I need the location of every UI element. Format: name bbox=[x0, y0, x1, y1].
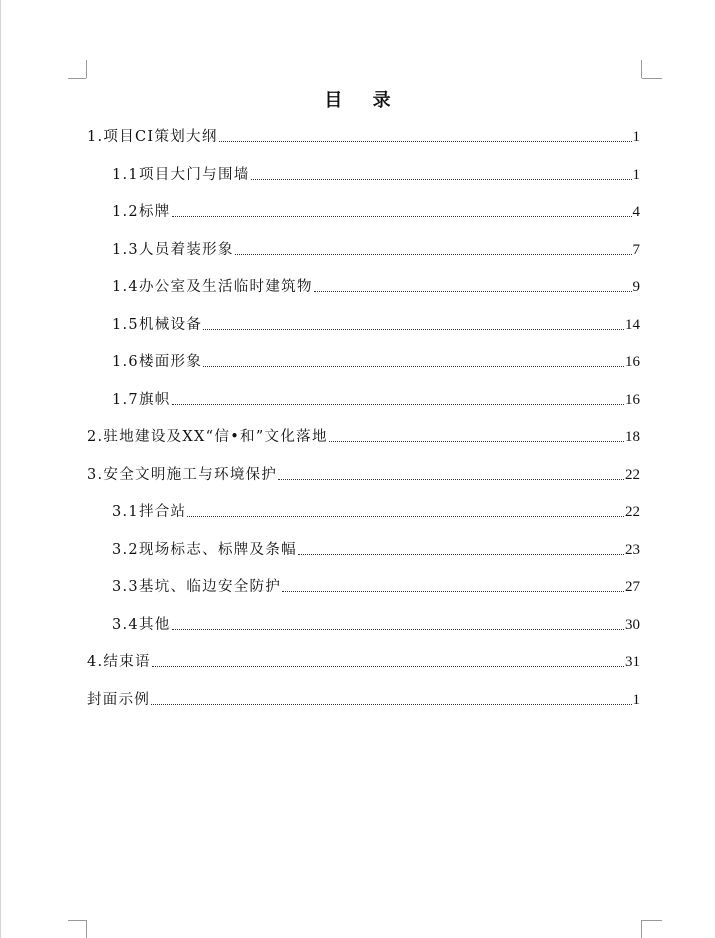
toc-entry[interactable] bbox=[112, 312, 640, 334]
toc-entry[interactable] bbox=[112, 537, 640, 559]
toc-entry-label: 1.5机械设备 bbox=[112, 316, 203, 333]
toc-entry-page: 1 bbox=[632, 691, 640, 708]
toc-entry-page: 16 bbox=[625, 391, 640, 408]
toc-dot-leader bbox=[151, 704, 631, 705]
toc-entry-label: 封面示例 bbox=[87, 691, 151, 708]
crop-mark-top-right bbox=[641, 60, 642, 78]
toc-entry-label: 1.1项目大门与围墙 bbox=[112, 166, 250, 183]
toc-dot-leader bbox=[203, 366, 624, 367]
toc-entry-page: 27 bbox=[625, 579, 640, 595]
toc-dot-leader bbox=[235, 254, 632, 255]
toc-entry-page: 9 bbox=[632, 279, 640, 295]
toc-entry[interactable] bbox=[112, 237, 640, 259]
toc-entry[interactable] bbox=[87, 687, 640, 709]
toc-dot-leader bbox=[298, 554, 624, 555]
toc-entry-label: 3.4其他 bbox=[112, 616, 171, 633]
toc-dot-leader bbox=[172, 404, 624, 405]
toc-entry-page: 4 bbox=[632, 204, 640, 220]
toc-entry-page: 1 bbox=[632, 129, 640, 145]
toc-entry[interactable] bbox=[112, 199, 640, 221]
toc-entry[interactable] bbox=[112, 274, 640, 296]
toc-entry-page: 18 bbox=[625, 429, 640, 445]
crop-mark-bottom-left bbox=[68, 920, 86, 921]
crop-mark-top-left bbox=[68, 78, 86, 79]
toc-dot-leader bbox=[187, 516, 624, 517]
toc-entry-label: 1.4办公室及生活临时建筑物 bbox=[112, 279, 313, 295]
toc-title: 目 录 bbox=[324, 90, 403, 111]
toc-dot-leader bbox=[278, 479, 624, 480]
toc-entry-label: 3.安全文明施工与环境保护 bbox=[87, 466, 278, 483]
toc-entry[interactable] bbox=[87, 649, 640, 671]
toc-dot-leader bbox=[172, 216, 632, 217]
crop-mark-bottom-left bbox=[86, 920, 87, 938]
toc-entry[interactable] bbox=[112, 499, 640, 521]
toc-entry-label: 3.2现场标志、标牌及条幅 bbox=[112, 541, 297, 558]
toc-entry-label: 1.项目CI策划大纲 bbox=[87, 129, 218, 145]
toc-dot-leader bbox=[314, 291, 632, 292]
crop-mark-top-left bbox=[86, 60, 87, 78]
toc-dot-leader bbox=[152, 666, 624, 667]
crop-mark-bottom-right bbox=[641, 920, 642, 938]
toc-entry-label: 1.3人员着装形象 bbox=[112, 241, 234, 258]
toc-dot-leader bbox=[282, 591, 624, 592]
toc-entry[interactable] bbox=[87, 424, 640, 446]
toc-entry-page: 22 bbox=[625, 466, 640, 483]
toc-dot-leader bbox=[172, 629, 624, 630]
crop-mark-bottom-right bbox=[642, 920, 662, 921]
toc-entry[interactable] bbox=[87, 462, 640, 484]
toc-entry-page: 14 bbox=[625, 316, 640, 333]
toc-entry-label: 3.3基坑、临边安全防护 bbox=[112, 579, 282, 595]
page-left-edge bbox=[0, 0, 1, 938]
toc-entry-page: 16 bbox=[625, 354, 640, 370]
toc-entry-page: 23 bbox=[625, 541, 640, 558]
toc-entry-page: 1 bbox=[632, 166, 640, 183]
toc-dot-leader bbox=[251, 179, 632, 180]
toc-entry-label: 4.结束语 bbox=[87, 654, 151, 670]
crop-mark-top-right bbox=[642, 78, 662, 79]
toc-entry-label: 3.1拌合站 bbox=[112, 504, 187, 520]
toc-entry-page: 22 bbox=[625, 504, 640, 520]
toc-entry[interactable] bbox=[112, 612, 640, 634]
toc-entry-label: 1.7旗帜 bbox=[112, 391, 171, 408]
toc-dot-leader bbox=[203, 329, 624, 330]
toc-entry[interactable] bbox=[112, 387, 640, 409]
toc-entry[interactable] bbox=[87, 124, 640, 146]
toc-entry[interactable] bbox=[112, 349, 640, 371]
toc-entry[interactable] bbox=[112, 162, 640, 184]
toc-entry-label: 1.6楼面形象 bbox=[112, 354, 203, 370]
toc-entry-page: 31 bbox=[625, 654, 640, 670]
toc-dot-leader bbox=[329, 441, 624, 442]
toc-entry-page: 30 bbox=[625, 616, 640, 633]
toc-entry-label: 2.驻地建设及XX“信•和”文化落地 bbox=[87, 429, 328, 445]
toc-dot-leader bbox=[219, 141, 632, 142]
toc-entry-label: 1.2标牌 bbox=[112, 204, 171, 220]
toc-entry-page: 7 bbox=[632, 241, 640, 258]
toc-entry[interactable] bbox=[112, 574, 640, 596]
